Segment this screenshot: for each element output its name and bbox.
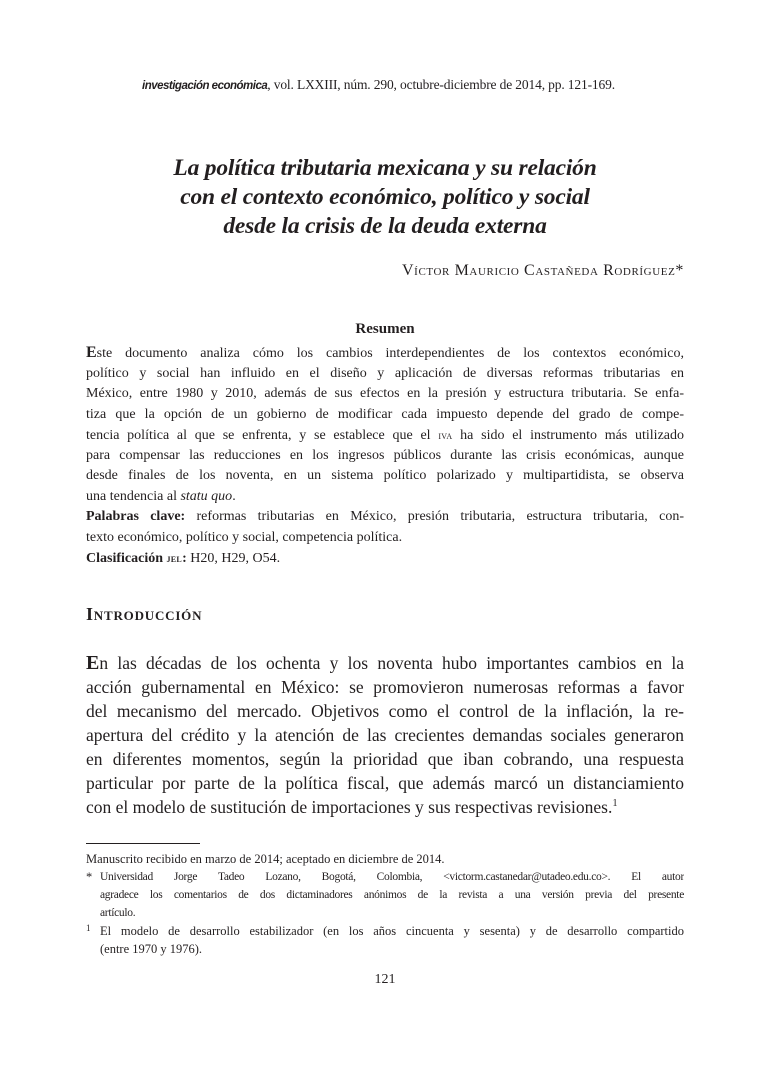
footnote-line: artículo.: [100, 907, 136, 919]
footnotes: [86, 850, 684, 958]
footnote-line: El modelo de desarrollo estabilizador (en los años cincuenta y sesenta) y de desarrollo compartido: [100, 924, 684, 938]
section-heading: Introducción: [86, 604, 203, 624]
citation-details: , vol. LXXIII, núm. 290, octubre-diciembre de 2014, pp. 121-169.: [267, 77, 615, 92]
journal-name: investigación económica: [142, 80, 268, 92]
author-name: Víctor Mauricio Castañeda Rodríguez*: [402, 262, 684, 279]
abstract-line: tencia política al que se enfrenta, y se establece que el iva ha sido el instrumento más utilizado: [86, 428, 684, 443]
keywords-label: Palabras clave:: [86, 509, 186, 524]
footnote-line: Universidad Jorge Tadeo Lozano, Bogotá, Colombia, <victorm.castanedar@utadeo.edu.co>. El autor: [100, 871, 684, 883]
body-line: apertura del crédito y la atención de las crecientes demandas sociales generaron: [86, 725, 684, 745]
footnote-line: agradece los comentarios de dos dictaminadores anónimos de la revista a una versión previa del presente: [100, 889, 684, 901]
classification-label: Clasificación: [86, 551, 163, 566]
classification: Clasificación jel: H20, H29, O54.: [86, 551, 281, 566]
abstract-line: México, entre 1980 y 2010, además de sus efectos en la presión y estructura tributaria. Se enfa-: [86, 386, 684, 401]
abstract-line: una tendencia al statu quo.: [86, 488, 236, 504]
page-number: 121: [374, 972, 396, 987]
jel-label: jel: [166, 551, 183, 565]
drop-letter: E: [86, 344, 97, 361]
body-line: del mecanismo del mercado. Objetivos como el control de la inflación, la re-: [86, 701, 684, 721]
body-line: acción gubernamental en México: se promovieron numerosas reformas a favor: [86, 677, 684, 697]
abstract-line: desde finales de los noventa, en un sistema político polarizado y multipartidista, se observa: [86, 468, 684, 483]
journal-citation: [142, 77, 662, 93]
footnote-reference[interactable]: 1: [612, 798, 618, 810]
footnote-1: [86, 922, 684, 958]
abstract-line: político y social han influido en el diseño y aplicación de diversas reformas tributarias en: [86, 365, 684, 381]
body-line: con el modelo de sustitución de importaciones y sus respectivas revisiones.$^1$: [86, 797, 618, 817]
drop-letter: E: [86, 652, 100, 674]
asterisk-mark: *: [86, 870, 93, 884]
tax-acronym: iva: [438, 428, 453, 442]
keywords: Palabras clave: reformas tributarias en México, presión tributaria, estructura tributaria, con-: [86, 509, 684, 524]
article-title: [86, 154, 684, 241]
footnote-number: 1: [86, 923, 91, 933]
title-line: con el contexto económico, político y social: [180, 184, 590, 210]
abstract: [86, 343, 684, 569]
keywords-continued: texto económico, político y social, competencia política.: [86, 529, 403, 545]
title-line: desde la crisis de la deuda externa: [223, 213, 547, 239]
introduction-paragraph: [86, 651, 684, 819]
author-footnote: [86, 868, 684, 922]
footnote-divider: [86, 843, 200, 844]
body-line: En las décadas de los ochenta y los noventa hubo importantes cambios en la: [86, 652, 684, 674]
footnote-line: (entre 1970 y 1976).: [100, 942, 203, 956]
body-line: particular por parte de la política fiscal, que además marcó un distanciamiento: [86, 773, 684, 793]
abstract-line: para compensar las reducciones en los ingresos públicos durante las crisis económicas, aunque: [86, 447, 684, 463]
abstract-line: Este documento analiza cómo los cambios interdependientes de los contextos económico,: [86, 344, 684, 361]
title-line: La política tributaria mexicana y su relación: [173, 155, 597, 181]
abstract-heading: Resumen: [355, 321, 415, 337]
body-line: en diferentes momentos, según la prioridad que iban cobrando, una respuesta: [86, 749, 684, 769]
latin-term: statu quo: [180, 488, 233, 504]
abstract-line: tiza que la opción de un gobierno de modificar cada impuesto depende del grado de compe-: [86, 406, 684, 422]
received-note: Manuscrito recibido en marzo de 2014; aceptado en diciembre de 2014.: [86, 852, 445, 866]
